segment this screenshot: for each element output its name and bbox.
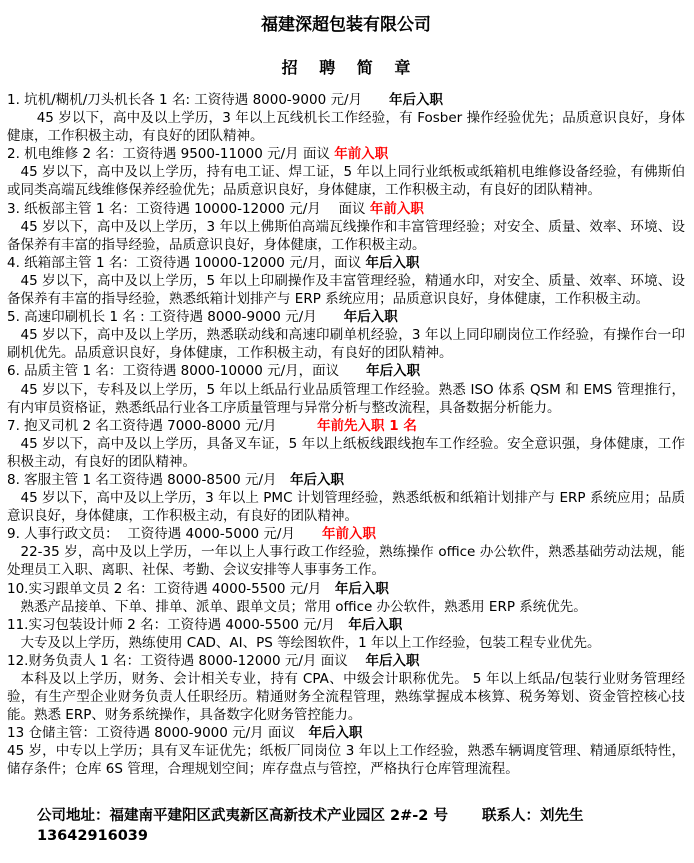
job-detail: 熟悉产品接单、下单、排单、派单、跟单文员；常用 office 办公软件，熟悉用 ERP 系统优先。 bbox=[20, 598, 587, 615]
job-gap bbox=[362, 92, 389, 108]
job-header bbox=[7, 145, 685, 163]
job-detail: 22-35 岁，高中及以上学历，一年以上人事行政工作经验，熟练操作 office 办公软件，熟悉基础劳动法规，能处理员工入职、离职、社保、考勤、会议安排等人事事务工作。 bbox=[7, 544, 685, 579]
job-title: 9. 人事行政文员： 工资待遇 4000-5000 元/月 bbox=[7, 526, 295, 543]
job-title: 2. 机电维修 2 名：工资待遇 9500-11000 元/月 面议 bbox=[7, 146, 330, 163]
contact-name: 刘先生 bbox=[540, 807, 584, 824]
job-item bbox=[7, 724, 685, 778]
job-item bbox=[7, 580, 685, 616]
job-detail: 45 岁以下，高中及以上学历，3 年以上瓦线机长工作经验，有 Fosber 操作经验优先；品质意识良好，身体健康，工作积极主动，有良好的团队精神。 bbox=[7, 110, 685, 145]
job-header bbox=[7, 417, 685, 435]
job-item bbox=[7, 254, 685, 308]
job-item bbox=[7, 308, 685, 362]
job-start-tag: 年后入职 bbox=[348, 616, 403, 633]
company-title: 福建深超包装有限公司 bbox=[261, 15, 431, 35]
job-gap bbox=[335, 617, 349, 633]
job-detail: 45 岁以下，专科及以上学历，5 年以上纸品行业品质管理工作经验。熟悉 ISO 体系 QSM 和 EMS 管理推行，有内审员资格证，熟悉纸品行业各工序质量管理与异常分析与整改流程，具备数据分析能力。 bbox=[7, 381, 685, 416]
job-title: 10.实习跟单文员 2 名：工资待遇 4000-5500 元/月 bbox=[7, 580, 322, 597]
job-start-tag: 年后入职 bbox=[366, 363, 421, 380]
job-gap bbox=[295, 725, 309, 741]
job-detail: 45 岁以下，高中及以上学历，5 年以上印刷操作及丰富管理经验，精通水印，对安全、质量、效率、环境、设备保养有丰富的指导经验，熟悉纸箱计划排产与 ERP 系统应用；品质意识良好，身体健康，工作积极主动。 bbox=[7, 272, 685, 308]
address-value: 福建南平建阳区武夷新区高新技术产业园区 2#-2 号 bbox=[109, 807, 448, 824]
job-start-tag: 年后入职 bbox=[343, 309, 398, 326]
job-title: 1. 坑机/糊机/刀头机长各 1 名: 工资待遇 8000-9000 元/月 bbox=[7, 92, 362, 108]
job-start-tag: 年前入职 bbox=[321, 526, 376, 543]
job-start-tag: 年后入职 bbox=[290, 471, 345, 488]
job-header bbox=[7, 616, 685, 634]
job-detail: 45 岁以下，高中及以上学历，3 年以上佛斯伯高端瓦线操作和丰富管理经验；对安全、质量、效率、环境、设备保养有丰富的指导经验，品质意识良好，身体健康，工作积极主动。 bbox=[7, 218, 685, 253]
job-item bbox=[7, 525, 685, 579]
job-item bbox=[7, 652, 685, 724]
job-header bbox=[7, 200, 685, 218]
job-gap bbox=[277, 472, 291, 488]
job-gap bbox=[277, 418, 318, 434]
job-gap bbox=[348, 653, 366, 669]
job-gap bbox=[317, 309, 344, 325]
job-detail: 大专及以上学历，熟练使用 CAD、AI、PS 等绘图软件，1 年以上工作经验，包装工程专业优先。 bbox=[20, 634, 601, 651]
address-label: 公司地址： bbox=[37, 807, 110, 824]
job-header bbox=[7, 525, 685, 543]
job-item bbox=[7, 200, 685, 254]
job-gap bbox=[321, 581, 335, 597]
job-start-tag: 年后入职 bbox=[365, 652, 420, 669]
job-item bbox=[7, 471, 685, 525]
job-title: 13 仓储主管：工资待遇 8000-9000 元/月 面议 bbox=[7, 725, 295, 742]
job-header bbox=[7, 652, 685, 670]
job-title: 11.实习包装设计师 2 名：工资待遇 4000-5500 元/月 bbox=[7, 616, 335, 633]
job-gap bbox=[295, 526, 322, 542]
job-item bbox=[7, 91, 685, 145]
job-detail: 45 岁以下，高中及以上学历，熟悉联动线和高速印刷单机经验，3 年以上同印刷岗位工作经验，有操作台一印刷机优先。品质意识良好，身体健康，工作积极主动，有良好的团队精神。 bbox=[7, 327, 685, 362]
job-title: 5. 高速印刷机长 1 名 : 工资待遇 8000-9000 元/月 bbox=[7, 309, 317, 326]
job-item bbox=[7, 616, 685, 652]
job-header bbox=[7, 471, 685, 489]
job-header bbox=[7, 308, 685, 326]
job-gap bbox=[339, 363, 366, 379]
document-title: 招 聘 简 章 bbox=[281, 58, 419, 77]
job-start-tag: 年后入职 bbox=[334, 580, 389, 597]
job-detail: 45 岁，中专以上学历；具有叉车证优先；纸板厂同岗位 3 年以上工作经验，熟悉车辆调度管理、精通原纸特性，储存条件；仓库 6S 管理，合理规划空间；库存盘点与管控，严格执行仓库管理流程。 bbox=[7, 743, 685, 778]
job-detail: 45 岁以下，高中及以上学历，3 年以上 PMC 计划管理经验，熟悉纸板和纸箱计划排产与 ERP 系统应用；品质意识良好，身体健康，工作积极主动，有良好的团队精神。 bbox=[7, 490, 685, 525]
job-detail: 45 岁以下，高中及以上学历，具备叉车证，5 年以上纸板线跟线抱车工作经验。安全意识强，身体健康，工作积极主动，有良好的团队精神。 bbox=[7, 435, 685, 470]
job-header bbox=[7, 724, 685, 742]
job-header bbox=[7, 362, 685, 380]
footer-gap bbox=[448, 808, 482, 824]
job-start-tag: 年后入职 bbox=[389, 92, 443, 108]
job-detail: 45 岁以下，高中及以上学历，持有电工证、焊工证，5 年以上同行业纸板或纸箱机电维修设备经验，有佛斯伯或同类高端瓦线维修保养经验优先；品质意识良好，身体健康，工作积极主动，有良好的团队精神。 bbox=[7, 164, 685, 199]
job-title: 4. 纸箱部主管 1 名：工资待遇 10000-12000 元/月，面议 bbox=[7, 254, 362, 271]
job-title: 6. 品质主管 1 名：工资待遇 8000-10000 元/月，面议 bbox=[7, 363, 340, 380]
job-item bbox=[7, 417, 685, 471]
job-list bbox=[7, 91, 685, 779]
job-item bbox=[7, 362, 685, 416]
job-start-tag: 年前入职 bbox=[334, 146, 389, 163]
job-start-tag: 年前入职 bbox=[369, 200, 424, 217]
job-title: 3. 纸板部主管 1 名：工资待遇 10000-12000 元/月 面议 bbox=[7, 200, 366, 217]
contact-label: 联系人： bbox=[482, 807, 541, 824]
job-item bbox=[7, 145, 685, 199]
footer bbox=[7, 806, 685, 846]
contact-phone: 13642916039 bbox=[37, 827, 148, 844]
job-start-tag: 年后入职 bbox=[365, 254, 420, 271]
phone-gap bbox=[584, 808, 589, 824]
job-title: 7. 抱叉司机 2 名工资待遇 7000-8000 元/月 bbox=[7, 417, 277, 434]
job-start-tag: 年后入职 bbox=[308, 725, 363, 742]
job-header bbox=[7, 91, 685, 109]
job-title: 8. 客服主管 1 名工资待遇 8000-8500 元/月 bbox=[7, 471, 277, 488]
job-start-tag: 年前先入职 1 名 bbox=[317, 417, 417, 434]
job-title: 12.财务负责人 1 名：工资待遇 8000-12000 元/月 面议 bbox=[7, 652, 348, 669]
job-detail: 本科及以上学历，财务、会计相关专业，持有 CPA、中级会计职称优先。 5 年以上纸品/包装行业财务管理经验，有生产型企业财务负责人任职经历。精通财务全流程管理，熟练掌握成本核算、税务筹划、资金管控核心技能。熟悉 ERP、财务系统操作，具备数字化财务管控能力。 bbox=[7, 671, 685, 724]
job-header bbox=[7, 254, 685, 272]
job-header bbox=[7, 580, 685, 598]
